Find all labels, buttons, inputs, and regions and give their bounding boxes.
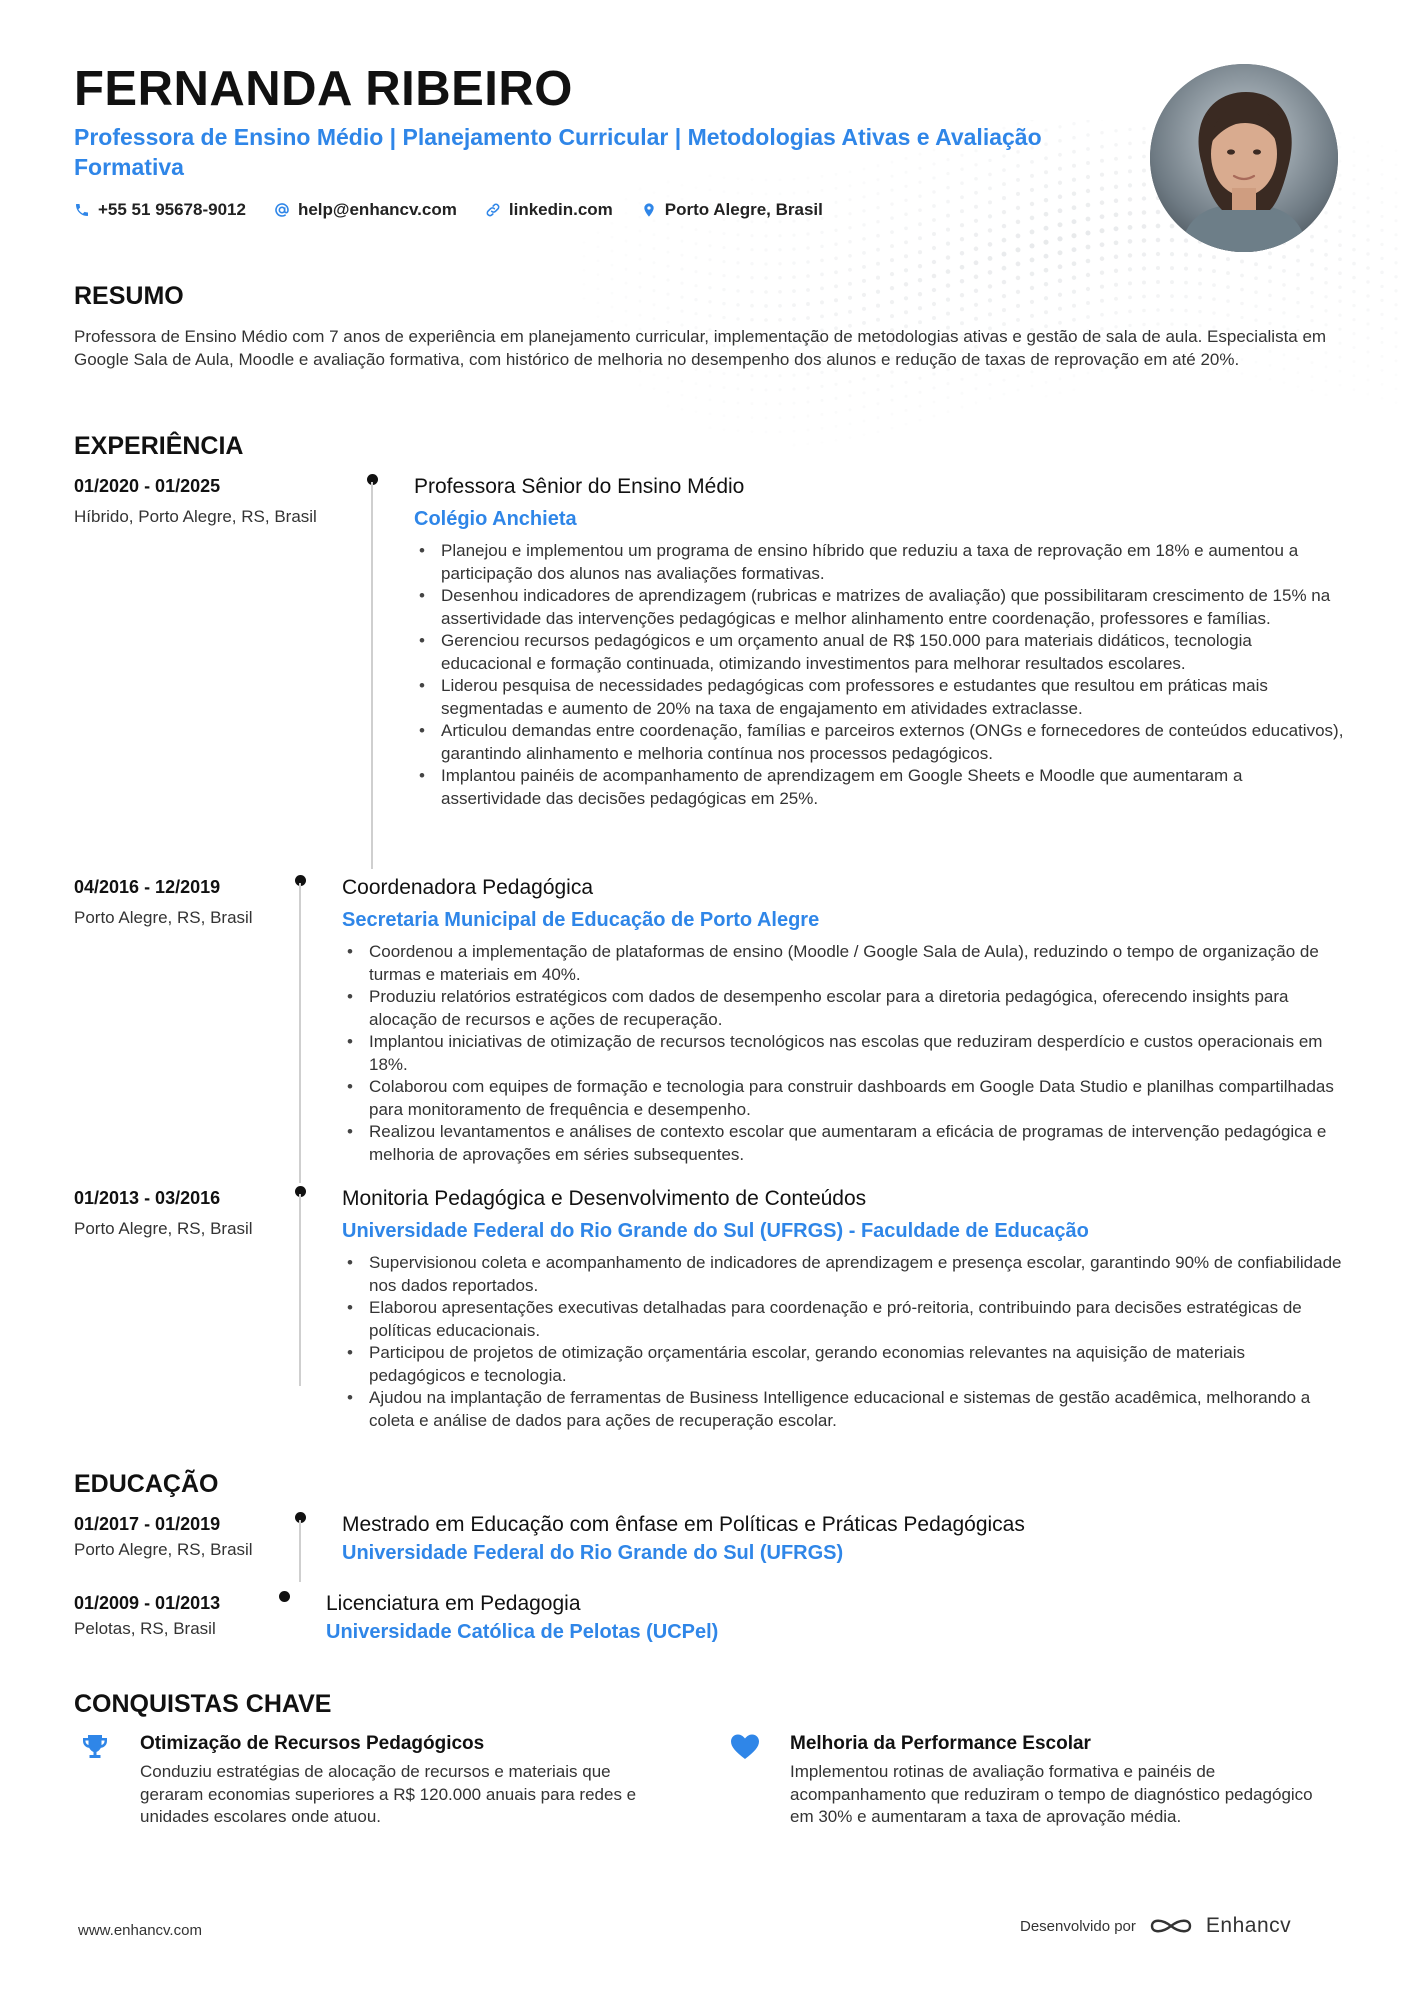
linkedin-url: linkedin.com xyxy=(508,200,613,219)
footer-website[interactable]: www.enhancv.com xyxy=(78,1922,202,1939)
phone-number: +55 51 95678-9012 xyxy=(98,200,246,219)
profile-photo xyxy=(1150,64,1338,252)
bullet-item: • Ajudou na implantação de ferramentas de Business Intelligence educacional e sistemas de gestão acadêmica, melhorando a coleta e análise de dados para ações de recuperação escolar. xyxy=(342,1387,1344,1432)
experience-company: Colégio Anchieta xyxy=(414,508,577,530)
location-pin-icon xyxy=(641,202,657,218)
education-entry xyxy=(74,1512,1344,1582)
bullet-item: • Realizou levantamentos e análises de contexto escolar que aumentaram a eficácia de programas de intervenção pedagógica e melhoria de aprovações em séries subsequentes. xyxy=(342,1121,1344,1166)
education-section-title: EDUCAÇÃO xyxy=(74,1470,219,1498)
bullet-item: • Colaborou com equipes de formação e tecnologia para construir dashboards em Google Data Studio e planilhas compartilhadas para monitoramento de frequência e desempenho. xyxy=(342,1076,1344,1121)
experience-meta xyxy=(74,1186,253,1239)
heart-icon xyxy=(730,1733,760,1761)
experience-company: Secretaria Municipal de Educação de Porto Alegre xyxy=(342,909,820,931)
footer-powered-by: Desenvolvido por xyxy=(1020,1917,1136,1935)
experience-role: Professora Sênior do Ensino Médio xyxy=(414,475,745,498)
education-dates: 01/2017 - 01/2019 xyxy=(74,1514,221,1534)
achievements-section-title: CONQUISTAS CHAVE xyxy=(74,1690,332,1718)
email-address: help@enhancv.com xyxy=(297,200,457,219)
achievement-item xyxy=(730,1731,1320,1829)
bullet-item: • Elaborou apresentações executivas detalhadas para coordenação e pró-reitoria, contribuindo para decisões estratégicas de políticas educacionais. xyxy=(342,1297,1344,1342)
bullet-item: • Produziu relatórios estratégicos com dados de desempenho escolar para a diretoria pedagógica, oferecendo insights para alocação de recursos e ações de recuperação. xyxy=(342,986,1344,1031)
trophy-icon xyxy=(80,1733,110,1761)
contact-email[interactable] xyxy=(274,200,457,220)
profile-photo-illustration xyxy=(1150,64,1338,252)
contact-bar xyxy=(74,200,1104,220)
achievement-description: Implementou rotinas de avaliação formativa e painéis de acompanhamento que reduziram o tempo de diagnóstico pedagógico em 30% e aumentaram a taxa de aprovação média. xyxy=(790,1762,1313,1826)
education-details xyxy=(342,1512,1344,1566)
footer-branding xyxy=(1020,1914,1291,1938)
experience-bullets xyxy=(414,540,1344,810)
bullet-item: • Planejou e implementou um programa de ensino híbrido que reduziu a taxa de reprovação em 18% e aumentou a participação dos alunos nas avaliações formativas. xyxy=(414,540,1344,585)
bullet-item: • Articulou demandas entre coordenação, famílias e parceiros externos (ONGs e fornecedores de conteúdos educativos), garantindo alinhamento e melhoria contínua nos processos pedagógicos. xyxy=(414,720,1344,765)
summary-text: Professora de Ensino Médio com 7 anos de experiência em planejamento curricular, implementação de metodologias ativas e gestão de sala de aula. Especialista em Google Sala de Aula, Moodle e avaliação formativa, com histórico de melhoria no desempenho dos alunos e redução de taxas de reprovação em até 20%. xyxy=(74,327,1327,369)
education-meta xyxy=(74,1512,253,1560)
experience-meta xyxy=(74,875,253,928)
timeline-line xyxy=(299,883,301,1183)
experience-details xyxy=(414,474,1344,810)
education-degree: Mestrado em Educação com ênfase em Políticas e Práticas Pedagógicas xyxy=(342,1513,1025,1536)
education-meta xyxy=(74,1591,220,1639)
experience-dates: 01/2013 - 03/2016 xyxy=(74,1188,221,1208)
education-entry xyxy=(74,1591,1344,1651)
experience-dates: 04/2016 - 12/2019 xyxy=(74,877,221,897)
candidate-headline: Professora de Ensino Médio | Planejamento Curricular | Metodologias Ativas e Avaliação Formativa xyxy=(74,124,1042,180)
experience-role: Monitoria Pedagógica e Desenvolvimento de Conteúdos xyxy=(342,1187,867,1210)
experience-details xyxy=(342,875,1344,1166)
timeline-line xyxy=(299,1194,301,1386)
bullet-item: • Desenhou indicadores de aprendizagem (rubricas e matrizes de avaliação) que possibilitaram crescimento de 15% na assertividade das intervenções pedagógicas e melhor alinhamento entre coordenação, professores e famílias. xyxy=(414,585,1344,630)
experience-location: Porto Alegre, RS, Brasil xyxy=(74,1219,253,1238)
education-location: Pelotas, RS, Brasil xyxy=(74,1619,216,1638)
contact-phone[interactable] xyxy=(74,200,246,220)
candidate-name: FERNANDA RIBEIRO xyxy=(74,62,573,116)
bullet-item: • Coordenou a implementação de plataformas de ensino (Moodle / Google Sala de Aula), reduzindo o tempo de organização de turmas e materiais em 40%. xyxy=(342,941,1344,986)
experience-section-title: EXPERIÊNCIA xyxy=(74,432,244,460)
phone-icon xyxy=(74,202,90,218)
experience-entry xyxy=(74,474,1344,869)
achievement-title: Melhoria da Performance Escolar xyxy=(790,1733,1091,1754)
education-degree: Licenciatura em Pedagogia xyxy=(326,1592,581,1615)
education-details xyxy=(326,1591,1344,1645)
resume-header xyxy=(74,60,1104,220)
bullet-item: • Implantou painéis de acompanhamento de aprendizagem em Google Sheets e Moodle que aumentaram a assertividade das decisões pedagógicas em 25%. xyxy=(414,765,1344,810)
summary-section-title: RESUMO xyxy=(74,282,184,310)
experience-meta xyxy=(74,474,317,527)
education-school: Universidade Católica de Pelotas (UCPel) xyxy=(326,1621,719,1643)
education-location: Porto Alegre, RS, Brasil xyxy=(74,1540,253,1559)
education-dates: 01/2009 - 01/2013 xyxy=(74,1593,221,1613)
timeline-line xyxy=(371,482,373,869)
location-text: Porto Alegre, Brasil xyxy=(664,200,823,219)
enhancv-logo-icon xyxy=(1148,1914,1194,1938)
experience-company: Universidade Federal do Rio Grande do Sul (UFRGS) - Faculdade de Educação xyxy=(342,1220,1089,1242)
achievement-description: Conduziu estratégias de alocação de recursos e materiais que geraram economias superiores a R$ 120.000 anuais para redes e unidades escolares onde atuou. xyxy=(140,1762,637,1826)
experience-dates: 01/2020 - 01/2025 xyxy=(74,476,221,496)
timeline-dot xyxy=(279,1591,290,1602)
experience-location: Híbrido, Porto Alegre, RS, Brasil xyxy=(74,507,317,526)
experience-location: Porto Alegre, RS, Brasil xyxy=(74,908,253,927)
experience-details xyxy=(342,1186,1344,1432)
contact-location xyxy=(641,200,823,220)
at-icon xyxy=(274,202,290,218)
contact-linkedin[interactable] xyxy=(485,200,613,220)
timeline-line xyxy=(299,1520,301,1582)
experience-entry xyxy=(74,1186,1344,1430)
experience-bullets xyxy=(342,1252,1344,1432)
experience-entry xyxy=(74,875,1344,1175)
bullet-item: • Liderou pesquisa de necessidades pedagógicas com professores e estudantes que resultou em práticas mais segmentadas e aumento de 20% na taxa de engajamento em atividades extraclasse. xyxy=(414,675,1344,720)
footer-brand: Enhancv xyxy=(1205,1914,1292,1937)
experience-role: Coordenadora Pedagógica xyxy=(342,876,594,899)
link-icon xyxy=(485,202,501,218)
education-school: Universidade Federal do Rio Grande do Sul (UFRGS) xyxy=(342,1542,844,1564)
bullet-item: • Participou de projetos de otimização orçamentária escolar, gerando economias relevantes na aquisição de materiais pedagógicos e tecnologia. xyxy=(342,1342,1344,1387)
bullet-item: • Implantou iniciativas de otimização de recursos tecnológicos nas escolas que reduziram desperdício e custos operacionais em 18%. xyxy=(342,1031,1344,1076)
bullet-item: • Supervisionou coleta e acompanhamento de indicadores de aprendizagem e presença escolar, garantindo 90% de confiabilidade nos dados reportados. xyxy=(342,1252,1344,1297)
experience-bullets xyxy=(342,941,1344,1166)
achievement-item xyxy=(80,1731,670,1829)
achievement-title: Otimização de Recursos Pedagógicos xyxy=(140,1733,485,1754)
bullet-item: • Gerenciou recursos pedagógicos e um orçamento anual de R$ 150.000 para materiais didáticos, tecnologia educacional e formação continuada, otimizando investimentos para melhorar resultados escolares. xyxy=(414,630,1344,675)
